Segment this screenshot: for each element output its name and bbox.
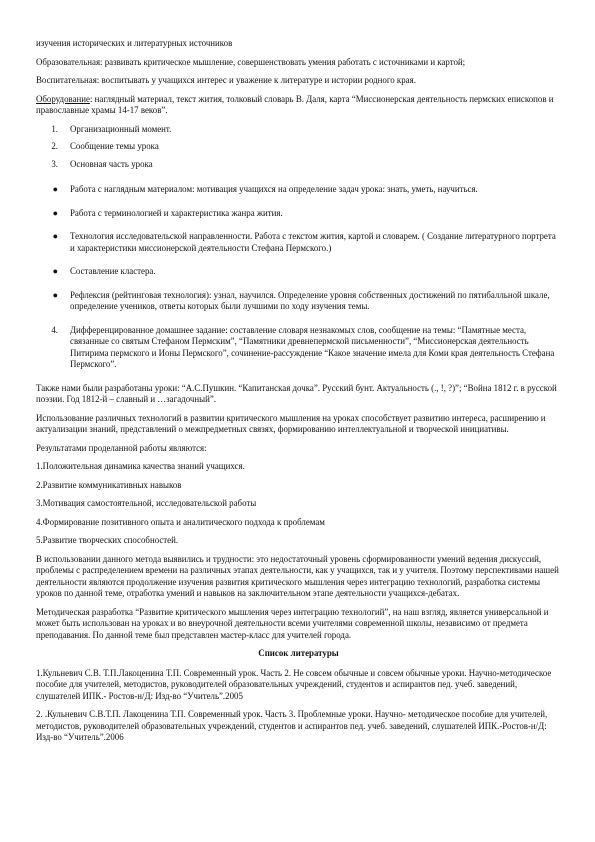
intro-line: изучения исторических и литературных источников xyxy=(36,38,233,48)
list-text: Дифференцированное домашнее задание: составление словаря незнакомых слов, сообщение на темы: “Памятные места, связанные со святым Стефаном Пермским”, “Памятники древнепермской письменности”, “Миссионерская деятельность Питирима пермского и Ионы Пермского”, сочинение-рассуждение “Какое значение имела для Коми края деятельность Стефана Пермского”. xyxy=(70,324,555,369)
list-number: 3. xyxy=(51,158,58,169)
bullet-text: Технология исследовательской направленности. Работа с текстом жития, картой и словарем. ( Создание литературного портрета и характеристики миссионерской деятельности Стефана Пермского.) xyxy=(70,231,556,253)
list-item xyxy=(36,159,561,171)
bullet-item xyxy=(36,208,561,220)
bullet-icon: ● xyxy=(52,184,58,194)
document-page xyxy=(36,38,561,751)
lesson-activities xyxy=(36,184,561,313)
bullet-item xyxy=(36,266,561,278)
result-item: 1.Положительная динамика качества знаний учащихся. xyxy=(36,461,245,471)
bullet-item xyxy=(36,290,561,313)
method-paragraph: Методическая разработка “Развитие критического мышления через интеграцию технологий”, на наш взгляд, является универсальной и может быть использован на уроках и во внеурочной деятельности всеми учителями современной школы, независимо от предмета преподавания. По данной теме был представлен мастер-класс для учителей города. xyxy=(36,606,549,640)
bibliography-title: Список литературы xyxy=(258,648,339,658)
bibliography-item: 2. .Кульневич С.В.Т.П. Лакоценина Т.П. Современный урок. Часть 3. Проблемные уроки. Научно- методическое пособие для учителей, методистов, руководителей образовательных учреждений, студентов и аспирантов пед. учеб. заведений, слушателей ИПК.-Ростов-н/Д: Изд-во “Учитель”.2006 xyxy=(36,709,548,742)
list-text: Организационный момент. xyxy=(70,123,172,134)
goal-educational: Образовательная: развивать критическое мышление, совершенствовать умения работать с источниками и картой; xyxy=(36,56,466,67)
equipment-label: Оборудование xyxy=(36,93,90,104)
list-item xyxy=(36,124,561,136)
list-number: 1. xyxy=(51,123,58,134)
list-number: 2. xyxy=(51,141,58,151)
bullet-text: Работа с наглядным материалом: мотивация учащихся на определение задач урока: знать, уметь, научиться. xyxy=(70,184,478,194)
usage-paragraph: Использование различных технологий в развитии критического мышления на уроках способствует развитию интереса, расширению и актуализации знаний, представлений о межпредметных связях, формированию интеллектуальной и творческой инициативы. xyxy=(36,412,546,434)
goal-upbringing: Воспитательная: воспитывать у учащихся интерес и уважение к литературе и истории родного края. xyxy=(36,75,416,85)
bullet-text: Составление кластера. xyxy=(70,266,156,276)
result-item: 2.Развитие коммуникативных навыков xyxy=(36,479,182,490)
also-developed: Также нами были разработаны уроки: “А.С.Пушкин. “Капитанская дочка”. Русский бунт. Актуальность (., !, ?)”; “Война 1812 г. в русской поэзии. Год 1812-й – славный и …загадочный”. xyxy=(36,382,557,404)
equipment-paragraph xyxy=(36,94,561,117)
result-item: 4.Формирование позитивного опыта и аналитического подхода к проблемам xyxy=(36,516,325,527)
list-number: 4. xyxy=(51,324,58,335)
bullet-item xyxy=(36,231,561,254)
result-item: 3.Мотивация самостоятельной, исследовательской работы xyxy=(36,498,257,508)
bullet-icon: ● xyxy=(52,231,58,241)
list-item xyxy=(36,325,561,371)
bullet-icon: ● xyxy=(52,266,58,276)
bullet-icon: ● xyxy=(52,207,58,218)
bullet-icon: ● xyxy=(52,289,58,300)
lesson-stages xyxy=(36,124,561,171)
list-item xyxy=(36,141,561,153)
bullet-item xyxy=(36,184,561,196)
list-text: Сообщение темы урока xyxy=(70,141,159,151)
bullet-text: Работа с терминологией и характеристика жанра жития. xyxy=(70,207,283,218)
result-item: 5.Развитие творческих способностей. xyxy=(36,535,179,545)
bullet-text: Рефлексия (рейтинговая технология): узнал, научился. Определение уровня собственных достижений по пятибалльной шкале, определение учеников, ответы которых были лучшими по ходу изучения темы. xyxy=(70,289,550,311)
results-intro: Результатами проделанной работы являются: xyxy=(36,442,207,453)
list-text: Основная часть урока xyxy=(70,158,153,169)
difficulties-paragraph: В использовании данного метода выявились и трудности: это недостаточный уровень сформированности умений ведения дискуссий, проблемы с распределением времени на различных этапах деятельности, как у учащихся, так и у учителя. Поэтому перспективами нашей деятельности являются продолжение изучения развития критического мышления через интеграцию технологий, разработка системы уроков по данной теме, отработка умений и навыков на заключительном этапе деятельности учащихся-дебатах. xyxy=(36,553,559,598)
equipment-text: : наглядный материал, текст жития, толковый словарь В. Даля, карта “Миссионерская деятельность пермских епископов и православные храмы 14-17 веков”. xyxy=(36,93,554,115)
bibliography-item: 1.Кульневич С.В. Т.П.Лакоценина Т.П. Современный урок. Часть 2. Не совсем обычные и совсем обычные уроки. Научно-методическое пособие для учителей, методистов, руководителей образовательных учреждений, студентов и аспирантов пед. учеб. заведений, слушателей ИПК.- Ростов-н/Д: Изд-во “Учитель”.2005 xyxy=(36,667,552,701)
